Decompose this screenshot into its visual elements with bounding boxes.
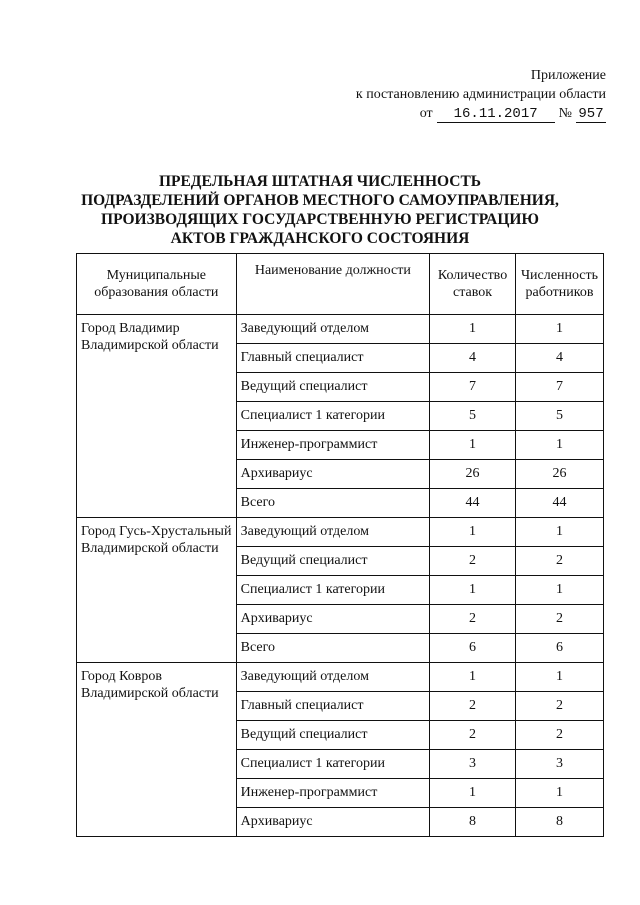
workers-cell: 8 <box>515 808 603 837</box>
position-cell: Всего <box>236 634 429 663</box>
position-cell: Специалист 1 категории <box>236 750 429 779</box>
rates-cell: 1 <box>430 518 516 547</box>
position-cell: Специалист 1 категории <box>236 576 429 605</box>
position-cell: Ведущий специалист <box>236 721 429 750</box>
position-cell: Ведущий специалист <box>236 373 429 402</box>
rates-cell: 44 <box>430 489 516 518</box>
title-line-1: ПРЕДЕЛЬНАЯ ШТАТНАЯ ЧИСЛЕННОСТЬ <box>158 173 482 190</box>
decree-number: 957 <box>576 106 606 123</box>
rates-cell: 5 <box>430 402 516 431</box>
rates-cell: 2 <box>430 547 516 576</box>
header-workers: Численность работников <box>515 254 603 315</box>
workers-cell: 2 <box>515 605 603 634</box>
number-prefix: № <box>558 106 572 121</box>
workers-cell: 7 <box>515 373 603 402</box>
position-cell: Ведущий специалист <box>236 547 429 576</box>
table-row <box>77 663 604 692</box>
position-cell: Архивариус <box>236 808 429 837</box>
rates-cell: 26 <box>430 460 516 489</box>
rates-cell: 1 <box>430 663 516 692</box>
workers-cell: 1 <box>515 576 603 605</box>
workers-cell: 5 <box>515 402 603 431</box>
position-cell: Заведующий отделом <box>236 315 429 344</box>
workers-cell: 26 <box>515 460 603 489</box>
position-cell: Инженер-программист <box>236 779 429 808</box>
workers-cell: 2 <box>515 547 603 576</box>
header-position: Наименование должности <box>236 254 429 315</box>
workers-cell: 4 <box>515 344 603 373</box>
appendix-title: Приложение <box>530 68 606 83</box>
rates-cell: 1 <box>430 779 516 808</box>
workers-cell: 1 <box>515 315 603 344</box>
staff-table <box>76 253 604 837</box>
workers-cell: 2 <box>515 721 603 750</box>
workers-cell: 2 <box>515 692 603 721</box>
appendix-block <box>306 66 606 123</box>
workers-cell: 3 <box>515 750 603 779</box>
rates-cell: 1 <box>430 576 516 605</box>
position-cell: Специалист 1 категории <box>236 402 429 431</box>
appendix-date-line <box>306 104 606 123</box>
workers-cell: 1 <box>515 779 603 808</box>
rates-cell: 7 <box>430 373 516 402</box>
municipality-cell: Город Гусь-Хрустальный Владимирской области <box>77 518 237 663</box>
workers-cell: 1 <box>515 518 603 547</box>
workers-cell: 1 <box>515 663 603 692</box>
title-line-3: ПРОИЗВОДЯЩИХ ГОСУДАРСТВЕННУЮ РЕГИСТРАЦИЮ <box>101 211 539 228</box>
appendix-subtitle: к постановлению администрации области <box>355 87 606 102</box>
position-cell: Заведующий отделом <box>236 663 429 692</box>
table-row <box>77 518 604 547</box>
table-header-row <box>77 254 604 315</box>
position-cell: Всего <box>236 489 429 518</box>
position-cell: Архивариус <box>236 460 429 489</box>
position-cell: Инженер-программист <box>236 431 429 460</box>
rates-cell: 2 <box>430 692 516 721</box>
rates-cell: 1 <box>430 431 516 460</box>
table-row <box>77 315 604 344</box>
position-cell: Главный специалист <box>236 344 429 373</box>
table-body <box>77 315 604 837</box>
document-title <box>70 172 570 248</box>
title-line-2: ПОДРАЗДЕЛЕНИЙ ОРГАНОВ МЕСТНОГО САМОУПРАВЛЕНИЯ, <box>81 192 559 209</box>
rates-cell: 2 <box>430 721 516 750</box>
rates-cell: 2 <box>430 605 516 634</box>
municipality-cell: Город Ковров Владимирской области <box>77 663 237 837</box>
position-cell: Заведующий отделом <box>236 518 429 547</box>
workers-cell: 6 <box>515 634 603 663</box>
rates-cell: 4 <box>430 344 516 373</box>
rates-cell: 3 <box>430 750 516 779</box>
position-cell: Главный специалист <box>236 692 429 721</box>
workers-cell: 1 <box>515 431 603 460</box>
title-line-4: АКТОВ ГРАЖДАНСКОГО СОСТОЯНИЯ <box>170 230 470 247</box>
municipality-cell: Город Владимир Владимирской области <box>77 315 237 518</box>
workers-cell: 44 <box>515 489 603 518</box>
date-prefix: от <box>419 106 433 121</box>
header-rates: Количество ставок <box>430 254 516 315</box>
decree-date: 16.11.2017 <box>437 106 555 123</box>
rates-cell: 6 <box>430 634 516 663</box>
rates-cell: 8 <box>430 808 516 837</box>
header-municipality: Муниципальные образования области <box>77 254 237 315</box>
position-cell: Архивариус <box>236 605 429 634</box>
rates-cell: 1 <box>430 315 516 344</box>
